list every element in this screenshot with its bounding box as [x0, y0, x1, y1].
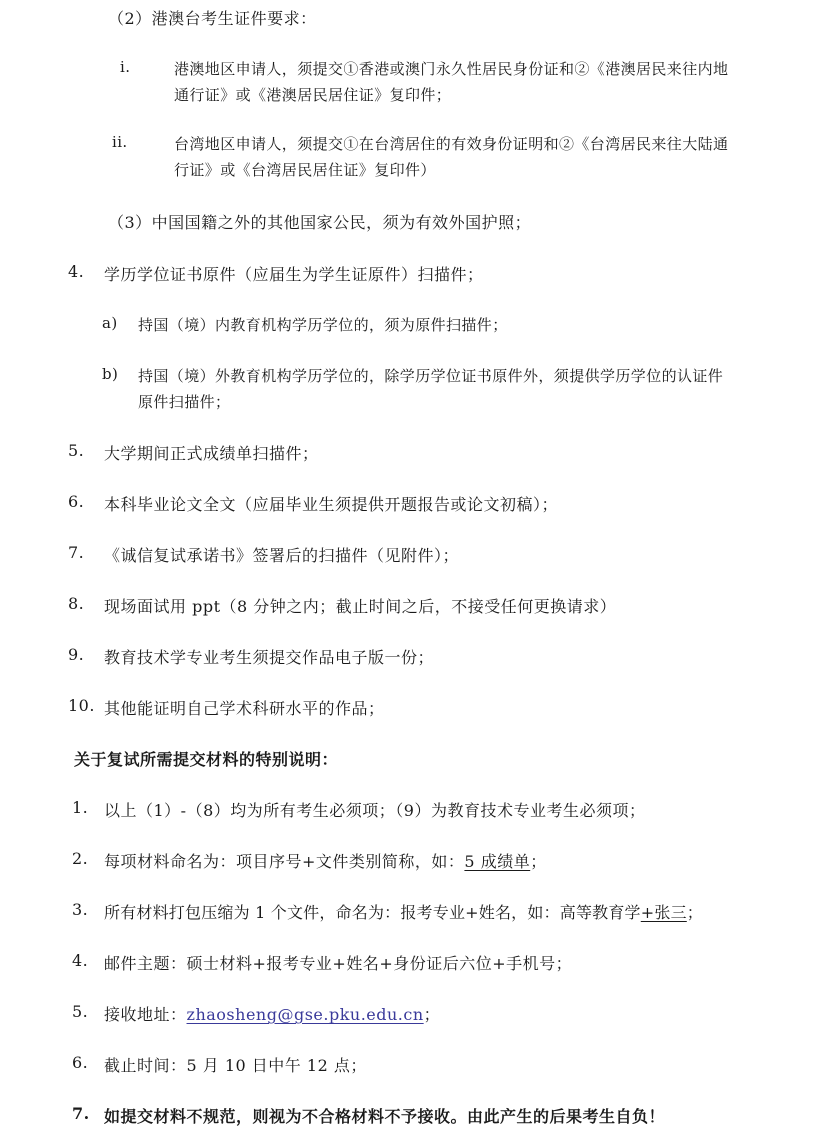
item-10-text: 其他能证明自己学术科研水平的作品；: [104, 699, 385, 718]
note-7-number: 7.: [72, 1104, 90, 1123]
note-1-text: 以上（1）-（8）均为所有考生必须项；（9）为教育技术专业考生必须项；: [104, 801, 646, 820]
item-i-line1: 港澳地区申请人，须提交①香港或澳门永久性居民身份证和②《港澳居民来往内地: [174, 60, 729, 78]
note-2-suffix: ；: [530, 852, 547, 871]
item-6-number: 6.: [68, 492, 85, 511]
item-b-line2: 原件扫描件；: [138, 393, 231, 411]
note-5-suffix: ；: [423, 1005, 441, 1024]
item-4-number: 4.: [68, 262, 85, 281]
note-3-text: [104, 900, 703, 923]
note-2-prefix: 每项材料命名为：项目序号+文件类别简称，如：: [104, 852, 465, 871]
note-2-number: 2.: [72, 849, 89, 868]
section-2-heading: （2）港澳台考生证件要求：: [108, 9, 317, 28]
item-6-text: 本科毕业论文全文（应届毕业生须提供开题报告或论文初稿）；: [104, 495, 559, 514]
email-link[interactable]: zhaosheng@gse.pku.edu.cn: [186, 1005, 424, 1024]
note-5-prefix: 接收地址：: [104, 1005, 187, 1024]
item-ii-line2: 行证》或《台湾居民居住证》复印件）: [174, 161, 436, 179]
note-4-number: 4.: [72, 951, 89, 970]
note-4-text: 邮件主题：硕士材料+报考专业+姓名+身份证后六位+手机号；: [104, 954, 573, 973]
item-9-text: 教育技术学专业考生须提交作品电子版一份；: [104, 648, 435, 667]
item-5-text: 大学期间正式成绩单扫描件；: [104, 444, 319, 463]
note-3-suffix: ；: [686, 903, 703, 922]
note-1-number: 1.: [72, 798, 89, 817]
notes-heading: 关于复试所需提交材料的特别说明：: [74, 750, 339, 769]
item-b-line1: 持国（境）外教育机构学历学位的，除学历学位证书原件外，须提供学历学位的认证件: [138, 367, 724, 385]
item-ii-marker: ii.: [112, 133, 128, 151]
item-5-number: 5.: [68, 441, 85, 460]
item-b-marker: b): [102, 365, 119, 383]
note-3-number: 3.: [72, 900, 89, 919]
item-9-number: 9.: [68, 645, 85, 664]
item-a-text: 持国（境）内教育机构学历学位的，须为原件扫描件；: [138, 316, 508, 334]
note-7-text: 如提交材料不规范，则视为不合格材料不予接收。由此产生的后果考生自负！: [104, 1107, 666, 1126]
item-8-number: 8.: [68, 594, 85, 613]
note-3-prefix: 所有材料打包压缩为 1 个文件，命名为：报考专业+姓名，如：高等教育学: [104, 903, 641, 922]
item-i-line2: 通行证》或《港澳居民居住证》复印件；: [174, 86, 452, 104]
item-a-marker: a): [102, 314, 118, 332]
item-10-number: 10.: [68, 696, 95, 715]
item-7-number: 7.: [68, 543, 85, 562]
note-5-number: 5.: [72, 1002, 89, 1021]
item-ii-line1: 台湾地区申请人，须提交①在台湾居住的有效身份证明和②《台湾居民来往大陆通: [174, 135, 729, 153]
section-3-text: （3）中国国籍之外的其他国家公民，须为有效外国护照；: [108, 213, 532, 232]
note-6-text: 截止时间：5 月 10 日中午 12 点；: [104, 1056, 367, 1075]
note-5-text: [104, 1002, 440, 1025]
item-i-marker: i.: [120, 58, 131, 76]
note-2-example: 5 成绩单: [464, 852, 531, 871]
item-4-text: 学历学位证书原件（应届生为学生证原件）扫描件；: [104, 265, 484, 284]
item-8-text: 现场面试用 ppt（8 分钟之内；截止时间之后，不接受任何更换请求）: [104, 597, 617, 616]
item-7-text: 《诚信复试承诺书》签署后的扫描件（见附件）；: [104, 546, 460, 565]
note-6-number: 6.: [72, 1053, 89, 1072]
note-3-example: +张三: [640, 903, 687, 922]
note-2-text: [104, 849, 547, 872]
